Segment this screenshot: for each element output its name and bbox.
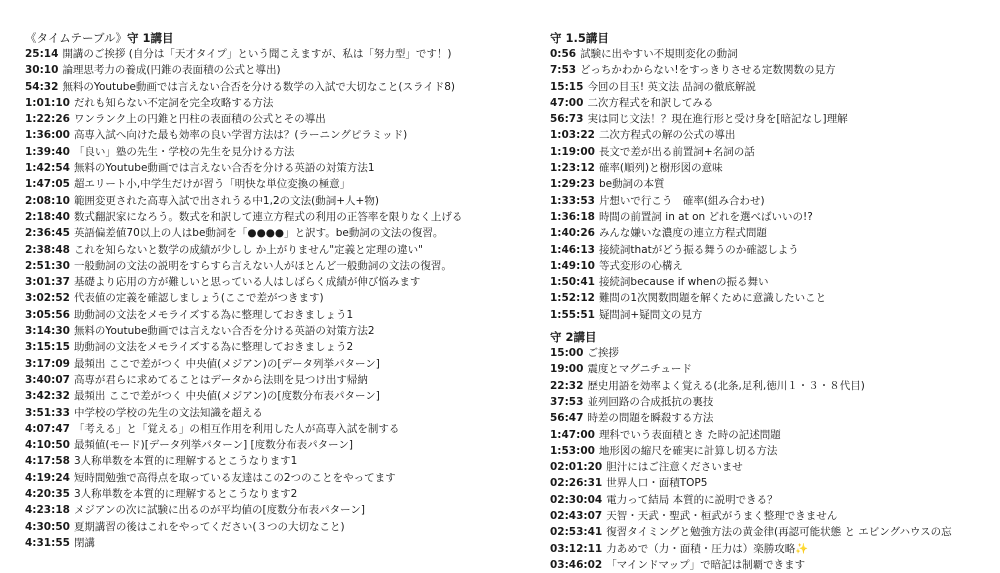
entry-timestamp: 3:17:09 <box>25 357 70 370</box>
entry-timestamp: 3:40:07 <box>25 373 70 386</box>
timetable-entry <box>550 459 1000 475</box>
timetable-entry <box>550 508 1000 524</box>
entry-topic: 歴史用語を効率よく覚える(北条,足利,徳川１・３・８代目) <box>587 379 865 392</box>
entry-timestamp: 1:01:10 <box>25 96 70 109</box>
entry-topic: だれも知らない不定詞を完全攻略する方法 <box>73 96 274 109</box>
entry-topic: 助動詞の文法をメモライズする為に整理しておきましょう1 <box>73 308 354 321</box>
timetable-entry <box>25 160 545 176</box>
entry-topic: 難問の1次関数問題を解くために意識したいこと <box>598 292 827 305</box>
entry-timestamp: 25:14 <box>25 48 59 60</box>
timetable-entry <box>25 79 545 95</box>
entry-topic: メジアンの次に試験に出るのが平均値の[度数分布表パターン] <box>73 504 365 517</box>
entry-timestamp: 19:00 <box>550 363 584 376</box>
entry-topic: 二次方程式の解の公式の導出 <box>598 129 736 142</box>
entry-topic: 二次方程式を和訳してみる <box>587 96 714 109</box>
entry-timestamp: 4:19:24 <box>25 471 70 484</box>
entry-topic: 助動詞の文法をメモライズする為に整理しておきましょう2 <box>73 341 354 354</box>
timetable-entry <box>550 46 1000 62</box>
entry-timestamp: 2:51:30 <box>25 259 70 272</box>
timetable-entry <box>550 410 1000 426</box>
entry-topic: 閉講 <box>73 536 95 549</box>
timetable-title: 《タイムテーブル》 <box>25 31 128 45</box>
entry-topic: ご挨拶 <box>587 347 619 360</box>
entry-timestamp: 2:38:48 <box>25 243 70 256</box>
entry-topic: 試験に出やすい不規則変化の動詞 <box>580 48 738 60</box>
timetable-entry <box>550 378 1000 394</box>
timetable-entry <box>550 361 1000 377</box>
entry-topic: 最頻出 ここで差がつく 中央値(メジアン)の[データ列挙パターン] <box>73 357 380 370</box>
entry-topic: 時間の前置詞 in at on どれを選べばいいの!? <box>598 210 813 223</box>
entry-topic: 「良い」塾の先生・学校の先生を見分ける方法 <box>73 145 295 158</box>
timetable-entry <box>550 475 1000 491</box>
timetable-entry <box>25 62 545 78</box>
timetable-entry <box>25 144 545 160</box>
timetable-entry <box>25 437 545 453</box>
entry-topic: これを知らないと数学の成績が少しし か上がりません"定義と定理の違い" <box>73 243 423 256</box>
timetable-entry <box>25 405 545 421</box>
timetable-entry <box>25 372 545 388</box>
timetable-entry <box>550 541 1000 557</box>
entry-topic: 疑問詞+疑問文の見方 <box>598 308 703 321</box>
timetable-entry <box>25 502 545 518</box>
entry-timestamp: 54:32 <box>25 80 59 93</box>
timetable-entry <box>25 95 545 111</box>
entry-topic: 英語偏差値70以上の人はbe動詞を「●●●●」と訳す。be動詞の文法の復習。 <box>73 227 444 240</box>
entry-timestamp: 1:42:54 <box>25 162 70 175</box>
entry-topic: 今回の目玉! 英文法 品詞の徹底解説 <box>587 80 756 93</box>
lecture-1-heading <box>25 30 545 46</box>
entry-timestamp: 1:36:18 <box>550 210 595 223</box>
entry-topic: 無料のYoutube動画では言えない合否を分ける英語の対策方法1 <box>73 162 375 175</box>
timetable-entry <box>25 193 545 209</box>
timetable-entry <box>550 524 1000 540</box>
timetable-entry <box>25 225 545 241</box>
entry-topic: 復習タイミングと勉強方法の黄金律(再認可能状態 と エビングハウスの忘 <box>606 526 952 539</box>
timetable-entry <box>550 394 1000 410</box>
entry-timestamp: 3:51:33 <box>25 406 70 419</box>
entry-timestamp: 15:15 <box>550 80 584 93</box>
entry-timestamp: 3:02:52 <box>25 292 70 305</box>
timetable-entry <box>25 519 545 535</box>
timetable-entry <box>550 225 1000 241</box>
entry-topic: 一般動詞の文法の説明をすらすら言えない人がほとんど一般動詞の文法の復習。 <box>73 259 452 272</box>
timetable-entry <box>550 492 1000 508</box>
timetable-entry <box>25 486 545 502</box>
entry-timestamp: 56:47 <box>550 412 584 425</box>
entry-timestamp: 1:46:13 <box>550 243 595 256</box>
entry-topic: みんな嫌いな濃度の連立方程式問題 <box>598 227 767 240</box>
entry-timestamp: 22:32 <box>550 379 584 392</box>
timetable-entry <box>550 95 1000 111</box>
entry-timestamp: 1:50:41 <box>550 276 595 289</box>
entry-topic: 3人称単数を本質的に理解するとこうなります2 <box>73 488 298 501</box>
entry-topic: 3人称単数を本質的に理解するとこうなります1 <box>73 455 298 468</box>
entry-timestamp: 02:43:07 <box>550 510 603 523</box>
lecture-1-5-list <box>550 46 1000 323</box>
entry-timestamp: 1:40:26 <box>550 227 595 240</box>
timetable-entry <box>25 258 545 274</box>
entry-timestamp: 1:49:10 <box>550 259 595 272</box>
entry-timestamp: 0:56 <box>550 48 577 60</box>
entry-topic: 範囲変更された高専入試で出されうる中1,2の文法(動詞+人+物) <box>73 194 379 207</box>
entry-timestamp: 4:20:35 <box>25 488 70 501</box>
entry-topic: 代表値の定義を確認しましょう(ここで差がつきます) <box>73 292 324 305</box>
entry-timestamp: 1:29:23 <box>550 178 595 191</box>
timetable-entry <box>25 274 545 290</box>
timetable-entry <box>550 62 1000 78</box>
entry-topic: ワンランク上の円錐と円柱の表面積の公式とその導出 <box>73 113 326 126</box>
timetable-entry <box>550 307 1000 323</box>
entry-timestamp: 56:73 <box>550 113 584 126</box>
entry-topic: どっちかわからない!をすっきりさせる定数関数の見方 <box>580 64 836 77</box>
entry-topic: 接続詞thatがどう振る舞うのか確認しよう <box>598 243 799 256</box>
entry-topic: 実は同じ文法！？現在進行形と受け身を[暗記なし]理解 <box>587 113 848 126</box>
entry-timestamp: 3:15:15 <box>25 341 70 354</box>
timetable-entry <box>550 160 1000 176</box>
entry-timestamp: 1:23:12 <box>550 162 595 175</box>
timetable-entry <box>550 290 1000 306</box>
entry-topic: 論理思考力の養成(円錐の表面積の公式と導出) <box>62 64 281 77</box>
lecture-2-list <box>550 345 1000 573</box>
entry-timestamp: 3:14:30 <box>25 325 70 338</box>
timetable-entry <box>25 111 545 127</box>
timetable-entry <box>25 290 545 306</box>
entry-timestamp: 1:03:22 <box>550 129 595 142</box>
entry-topic: 力あめで（力・面積・圧力は）楽勝攻略✨ <box>606 542 809 555</box>
timetable-entry <box>25 339 545 355</box>
entry-topic: 理科でいう表面積とき た時の記述問題 <box>598 428 781 441</box>
entry-timestamp: 02:30:04 <box>550 493 603 506</box>
entry-topic: 超エリート小,中学生だけが習う「明快な単位変換の極意」 <box>73 178 351 191</box>
entry-timestamp: 4:10:50 <box>25 439 70 452</box>
entry-timestamp: 2:18:40 <box>25 210 70 223</box>
timetable-entry <box>550 144 1000 160</box>
entry-timestamp: 1:55:51 <box>550 308 595 321</box>
entry-timestamp: 03:46:02 <box>550 558 603 571</box>
timetable-entry <box>550 427 1000 443</box>
timetable-entry <box>550 193 1000 209</box>
entry-topic: 地形図の縮尺を確実に計算し切る方法 <box>598 444 778 457</box>
lecture-1-title: 守 1講目 <box>127 31 174 45</box>
lecture-2-title: 守 2講目 <box>550 330 597 345</box>
timetable-entry <box>25 453 545 469</box>
entry-topic: 無料のYoutube動画では言えない合否を分ける数学の入試で大切なこと(スライド8) <box>62 80 455 93</box>
lecture-1-list <box>25 46 545 551</box>
entry-topic: be動詞の本質 <box>598 178 665 191</box>
timetable-entry <box>25 46 545 62</box>
timetable-entry <box>25 535 545 551</box>
timetable-entry <box>25 127 545 143</box>
entry-topic: 世界人口・面積TOP5 <box>606 477 708 490</box>
entry-timestamp: 2:36:45 <box>25 227 70 240</box>
entry-timestamp: 37:53 <box>550 395 584 408</box>
entry-topic: 片想いで行こう 確率(組み合わせ) <box>598 194 765 207</box>
timetable-entry <box>550 79 1000 95</box>
entry-topic: 確率(順列)と樹形図の意味 <box>598 162 723 175</box>
entry-topic: 並列回路の合成抵抗の裏技 <box>587 395 714 408</box>
entry-timestamp: 1:19:00 <box>550 145 595 158</box>
entry-topic: 最頻値(モード)[データ列挙パターン] [度数分布表パターン] <box>73 439 354 452</box>
timetable-entry <box>25 421 545 437</box>
entry-timestamp: 02:26:31 <box>550 477 603 490</box>
entry-topic: 震度とマグニチュード <box>587 363 692 376</box>
timetable-entry <box>550 242 1000 258</box>
timetable-entry <box>550 443 1000 459</box>
timetable-entry <box>25 209 545 225</box>
timetable-entry <box>25 356 545 372</box>
entry-topic: 開講のご挨拶 (自分は「天才タイプ」という聞こえますが、私は「努力型」です！) <box>62 48 452 60</box>
entry-topic: 「考える」と「覚える」の相互作用を利用した人が高専入試を制する <box>73 422 400 435</box>
entry-timestamp: 30:10 <box>25 64 59 77</box>
timetable-entry <box>25 323 545 339</box>
entry-topic: 高専入試へ向けた最も効率の良い学習方法は？(ラーニングピラミッド) <box>73 129 408 142</box>
entry-timestamp: 15:00 <box>550 347 584 360</box>
entry-timestamp: 1:39:40 <box>25 145 70 158</box>
entry-topic: 夏期講習の後はこれをやってください(３つの大切なこと) <box>73 520 345 533</box>
entry-topic: 基礎より応用の方が難しいと思っている人はしばらく成績が伸び悩みます <box>73 276 421 289</box>
entry-timestamp: 4:31:55 <box>25 536 70 549</box>
entry-timestamp: 3:01:37 <box>25 276 70 289</box>
entry-topic: 天智・天武・聖武・桓武がうまく整理できません <box>606 510 838 523</box>
entry-timestamp: 03:12:11 <box>550 542 603 555</box>
timetable-entry <box>25 388 545 404</box>
timetable-entry <box>25 176 545 192</box>
entry-topic: 中学校の学校の先生の文法知識を超える <box>73 406 263 419</box>
entry-timestamp: 4:30:50 <box>25 520 70 533</box>
entry-timestamp: 47:00 <box>550 96 584 109</box>
entry-timestamp: 02:01:20 <box>550 461 603 474</box>
timetable-entry <box>550 111 1000 127</box>
entry-topic: 時差の問題を瞬殺する方法 <box>587 412 714 425</box>
entry-timestamp: 1:47:05 <box>25 178 70 191</box>
timetable-entry <box>550 176 1000 192</box>
entry-timestamp: 4:17:58 <box>25 455 70 468</box>
timetable-entry <box>25 307 545 323</box>
entry-topic: 長文で差が出る前置詞+名詞の話 <box>598 145 755 158</box>
entry-timestamp: 1:52:12 <box>550 292 595 305</box>
timetable-entry <box>25 470 545 486</box>
timetable-column-left <box>25 30 545 551</box>
entry-timestamp: 1:53:00 <box>550 444 595 457</box>
timetable-entry <box>550 274 1000 290</box>
timetable-entry <box>25 242 545 258</box>
entry-timestamp: 02:53:41 <box>550 526 603 539</box>
entry-timestamp: 3:05:56 <box>25 308 70 321</box>
entry-topic: 等式変形の心構え <box>598 259 683 272</box>
entry-timestamp: 4:07:47 <box>25 422 70 435</box>
entry-timestamp: 1:47:00 <box>550 428 595 441</box>
lecture-1-5-title: 守 1.5講目 <box>550 31 609 45</box>
entry-topic: 高専が君らに求めてることはデータから法則を見つけ出す帰納 <box>73 373 368 386</box>
entry-topic: 数式翻訳家になろう。数式を和訳して連立方程式の利用の正答率を限りなく上げる <box>73 210 463 223</box>
timetable-entry <box>550 127 1000 143</box>
entry-topic: 接続詞because if whenの振る舞い <box>598 276 769 289</box>
entry-topic: 無料のYoutube動画では言えない合否を分ける英語の対策方法2 <box>73 325 375 338</box>
timetable-column-right <box>550 30 1000 573</box>
entry-timestamp: 7:53 <box>550 64 577 77</box>
entry-topic: 胆汁にはご注意くださいませ <box>606 461 743 474</box>
entry-topic: 電力って結局 本質的に説明できる？ <box>606 493 778 506</box>
entry-topic: 「マインドマップ」で暗記は制覇できます <box>606 558 806 571</box>
entry-topic: 最頻出 ここで差がつく 中央値(メジアン)の[度数分布表パターン] <box>73 390 380 403</box>
entry-topic: 短時間勉強で高得点を取っている友達はこの2つのことをやってます <box>73 471 396 484</box>
timetable-entry <box>550 345 1000 361</box>
timetable-entry <box>550 209 1000 225</box>
entry-timestamp: 1:36:00 <box>25 129 70 142</box>
entry-timestamp: 3:42:32 <box>25 390 70 403</box>
entry-timestamp: 2:08:10 <box>25 194 70 207</box>
entry-timestamp: 4:23:18 <box>25 504 70 517</box>
entry-timestamp: 1:22:26 <box>25 113 70 126</box>
entry-timestamp: 1:33:53 <box>550 194 595 207</box>
timetable-entry <box>550 557 1000 573</box>
timetable-entry <box>550 258 1000 274</box>
